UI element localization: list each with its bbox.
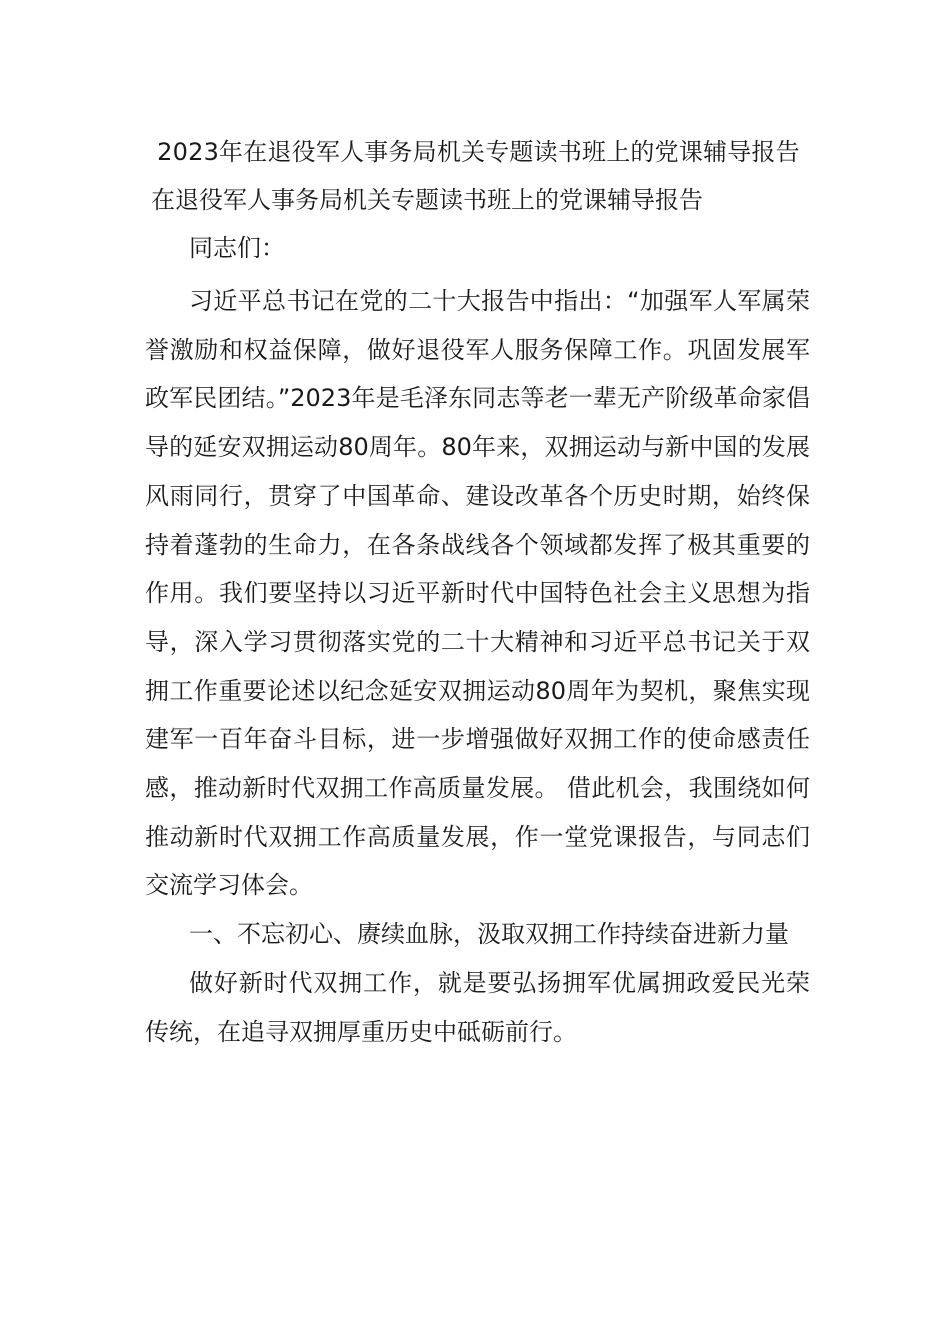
document-body [145, 128, 810, 1056]
document-title: 2023年在退役军人事务局机关专题读书班上的党课辅导报告 [157, 138, 800, 166]
paragraph-intro: 习近平总书记在党的二十大报告中指出：“加强军人军属荣誉激励和权益保障，做好退役军人服务保障工作。巩固发展军政军民团结。”2023年是毛泽东同志等老一辈无产阶级革命家倡导的延安双拥运动80周年。80年来，双拥运动与新中国的发展风雨同行，贯穿了中国革命、建设改革各个历史时期，始终保持着蓬勃的生命力，在各条战线各个领域都发挥了极其重要的作用。我们要坚持以习近平新时代中国特色社会主义思想为指导，深入学习贯彻落实党的二十大精神和习近平总书记关于双拥工作重要论述以纪念延安双拥运动80周年为契机，聚焦实现建军一百年奋斗目标，进一步增强做好双拥工作的使命感责任感，推动新时代双拥工作高质量发展。 借此机会，我围绕如何推动新时代双拥工作高质量发展，作一堂党课报告，与同志们交流学习体会。 [145, 287, 810, 900]
paragraph-section-1: 做好新时代双拥工作，就是要弘扬拥军优属拥政爱民光荣传统，在追寻双拥厚重历史中砥砺前行。 [145, 968, 810, 1046]
greeting: 同志们： [189, 234, 285, 262]
document-subtitle: 在退役军人事务局机关专题读书班上的党课辅导报告 [151, 186, 703, 214]
section-heading-1: 一、不忘初心、赓续血脉，汲取双拥工作持续奋进新力量 [189, 920, 789, 949]
